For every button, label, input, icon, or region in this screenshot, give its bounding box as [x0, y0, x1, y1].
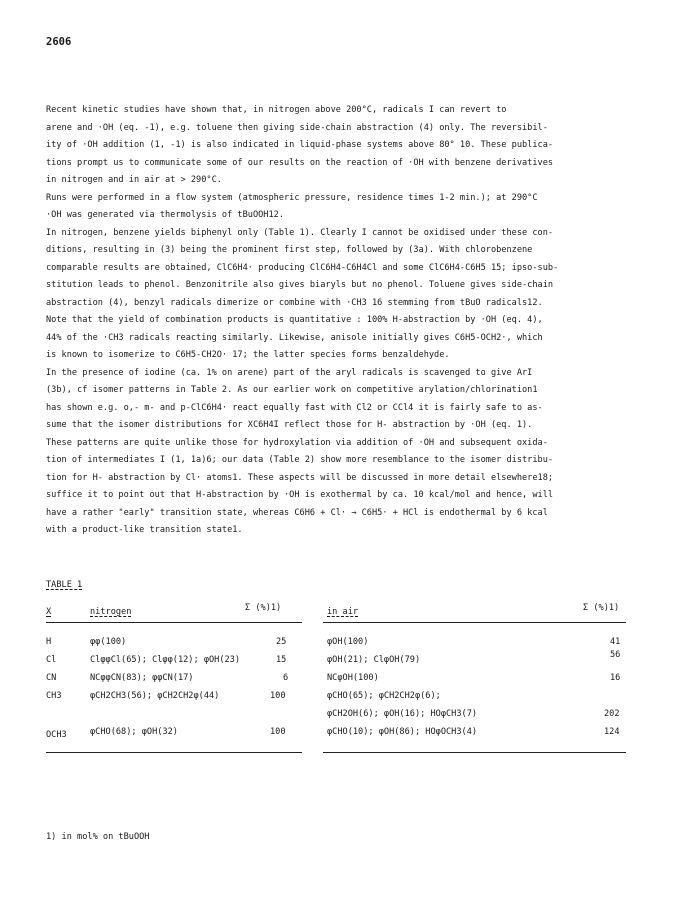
- table-cell-x: CN: [46, 673, 57, 683]
- table-cell-air: φCHO(10); φOH(86); HOφOCH3(4): [327, 727, 478, 737]
- table-cell-sum-air: 41: [610, 637, 621, 647]
- text-line: tion of intermediates I (1, 1a)6; our data (Table 2) show more resemblance to the isomer distribu-: [46, 455, 554, 465]
- table-cell-sum-nitrogen: 100: [270, 727, 286, 737]
- table-cell-nitrogen: φφ(100): [90, 637, 127, 647]
- table-header-rule-right: [323, 622, 626, 623]
- table-cell-sum-nitrogen: 100: [270, 691, 286, 701]
- text-line: tions prompt us to communicate some of our results on the reaction of ·OH with benzene derivatives: [46, 157, 554, 168]
- table-cell-nitrogen: NCφφCN(83); φφCN(17): [90, 673, 194, 683]
- table-bottom-rule-left: [46, 752, 302, 753]
- table-cell-nitrogen: ClφφCl(65); Clφφ(12); φOH(23): [90, 655, 241, 665]
- col-header-sum-nitrogen: Σ (%)1): [245, 603, 282, 613]
- text-line: tion for H- abstraction by Cl· atoms1. These aspects will be discussed in more detail elsewhere18;: [46, 472, 554, 483]
- col-header-x: X: [46, 607, 52, 617]
- table-header-rule-left: [46, 622, 302, 623]
- text-line: with a product-like transition state1.: [46, 525, 243, 535]
- text-line: Recent kinetic studies have shown that, in nitrogen above 200°C, radicals I can revert to: [46, 105, 507, 115]
- text-line: has shown e.g. o,- m- and p-ClC6H4· react equally fast with Cl2 or CCl4 it is fairly safe to as-: [46, 402, 543, 413]
- text-line: in nitrogen and in air at > 290°C.: [46, 175, 222, 185]
- text-line: arene and ·OH (eq. -1), e.g. toluene then giving side-chain abstraction (4) only. The reversibil-: [46, 122, 548, 133]
- body-text: [46, 102, 646, 540]
- table-cell-sum-nitrogen: 15: [276, 655, 287, 665]
- table-cell-x: OCH3: [46, 730, 67, 740]
- table-cell-air: NCφOH(100): [327, 673, 379, 683]
- text-line: comparable results are obtained, ClC6H4· producing ClC6H4-C6H4Cl and some ClC6H4-C6H5 15; ipso-sub-: [46, 262, 559, 273]
- col-header-sum-air: Σ (%)1): [583, 603, 620, 613]
- text-line: is known to isomerize to C6H5-CH2O· 17; the latter species forms benzaldehyde.: [46, 350, 450, 360]
- text-line: abstraction (4), benzyl radicals dimerize or combine with ·CH3 16 stemming from tBuO radicals12.: [46, 297, 543, 308]
- text-line: (3b), cf isomer patterns in Table 2. As our earlier work on competitive arylation/chlorination1: [46, 385, 538, 395]
- table-cell-sum-air: 202: [604, 709, 620, 719]
- table-cell-nitrogen: φCH2CH3(56); φCH2CH2φ(44): [90, 691, 220, 701]
- footnote: 1) in mol% on tBuOOH: [46, 832, 150, 842]
- page-number: 2606: [46, 36, 72, 48]
- table-cell-x: Cl: [46, 655, 57, 665]
- table-cell-air: φCHO(65); φCH2CH2φ(6);: [327, 691, 441, 701]
- text-line: ·OH was generated via thermolysis of tBuOOH12.: [46, 210, 284, 220]
- text-line: In the presence of iodine (ca. 1% on arene) part of the aryl radicals is scavenged to give ArI: [46, 367, 533, 378]
- text-line: 44% of the ·CH3 radicals reacting similarly. Likewise, anisole initially gives C6H5-OCH2·, which: [46, 332, 543, 343]
- text-line: In nitrogen, benzene yields biphenyl only (Table 1). Clearly I cannot be oxidised under these con-: [46, 227, 554, 238]
- text-line: These patterns are quite unlike those for hydroxylation via addition of ·OH and subsequent oxida-: [46, 437, 548, 448]
- table-cell-air: φOH(21); ClφOH(79): [327, 655, 421, 665]
- text-line: ditions, resulting in (3) being the prominent first step, followed by (3a). With chlorobenzene: [46, 245, 533, 255]
- text-line: sume that the isomer distributions for XC6H4I reflect those for H- abstraction by ·OH (eq. 1).: [46, 420, 533, 430]
- table-cell-sum-nitrogen: 25: [276, 637, 287, 647]
- table-cell-sum-air: 124: [604, 727, 620, 737]
- text-line: suffice it to point out that H-abstraction by ·OH is exothermal by ca. 10 kcal/mol and hence, will: [46, 490, 554, 500]
- table-cell-sum-air: 16: [610, 673, 621, 683]
- table-bottom-rule-right: [323, 752, 626, 753]
- text-line: Runs were performed in a flow system (atmospheric pressure, residence times 1-2 min.); at 290°C: [46, 192, 538, 203]
- table-cell-sum-air: 56: [610, 650, 621, 660]
- table-cell-x: CH3: [46, 691, 62, 701]
- table-cell-sum-nitrogen: 6: [283, 673, 289, 683]
- text-line: have a rather "early" transition state, whereas C6H6 + Cl· → C6H5· + HCl is endothermal by 6 kcal: [46, 507, 548, 518]
- text-line: Note that the yield of combination products is quantitative : 100% H-abstraction by ·OH (eq. 4),: [46, 315, 543, 325]
- table-cell-nitrogen: φCHO(68); φOH(32): [90, 727, 178, 737]
- col-header-nitrogen: nitrogen: [90, 607, 132, 617]
- table-cell-air-continued: φCH2OH(6); φOH(16); HOφCH3(7): [327, 709, 478, 719]
- table-label: TABLE 1: [46, 580, 83, 590]
- text-line: stitution leads to phenol. Benzonitrile also gives biaryls but no phenol. Toluene gives side-chain: [46, 280, 554, 290]
- table-cell-x: H: [46, 637, 52, 647]
- text-line: ity of ·OH addition (1, -1) is also indicated in liquid-phase systems above 80° 10. These publica-: [46, 140, 554, 150]
- table-cell-air: φOH(100): [327, 637, 369, 647]
- col-header-air: in air: [327, 607, 359, 617]
